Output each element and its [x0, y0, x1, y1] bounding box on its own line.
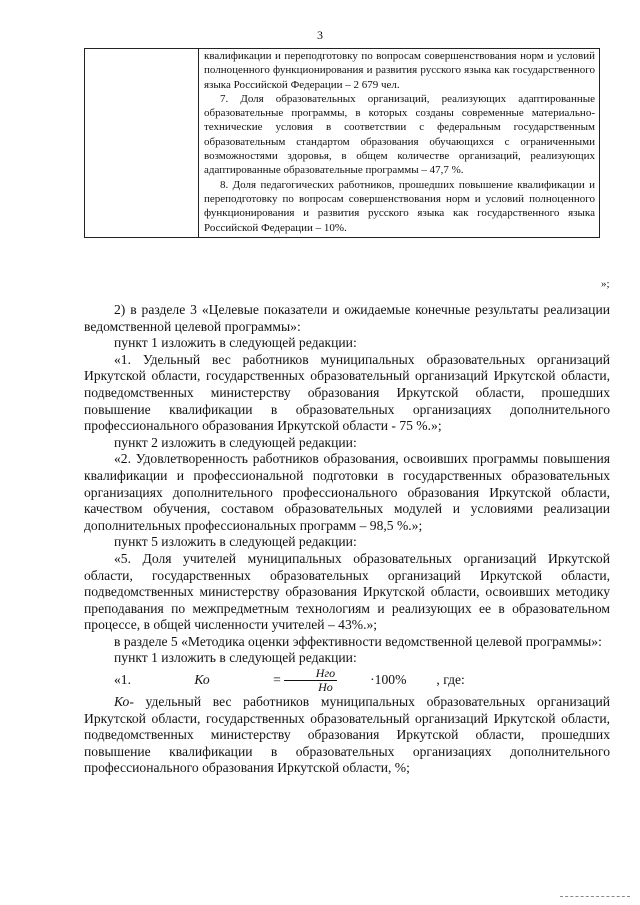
section3-point5-heading: пункт 5 изложить в следующей редакции:	[114, 534, 357, 550]
table-item-7: 7. Доля образовательных организаций, реализующих адаптированные образовательные программы, в которых созданы современные материально-технические условия в соответствии с федеральным государственным образовательным стандартом образования обучающихся с ограниченными возможностями здоровья, в общем количестве организаций, реализующих адаптированные образовательные программы – 47,7 %.	[204, 92, 595, 177]
section5-point1-heading: пункт 1 изложить в следующей редакции:	[114, 650, 357, 666]
definition-symbol: Ко	[114, 694, 130, 710]
definition-text: удельный вес работников муниципальных образовательных организаций Иркутской области, государственных образовательный организаций Иркутской области, подведомственных министерству образования Иркутской области, прошедших повышение квалификации в образовательных организациях дополнительного профессионального образования Иркутской области, %;	[84, 694, 610, 776]
section3-intro: 2) в разделе 3 «Целевые показатели и ожидаемые конечные результаты реализации ведомственной целевой программы»:	[84, 302, 610, 334]
formula-tail: , где:	[436, 672, 465, 688]
table-right-cell	[199, 49, 600, 238]
formula-numerator: Нго	[284, 667, 337, 681]
section5-intro: в разделе 5 «Методика оценки эффективности ведомственной целевой программы»:	[114, 633, 602, 649]
efficiency-formula	[84, 667, 610, 694]
formula-equals: =	[273, 672, 281, 688]
table-left-cell	[85, 49, 199, 238]
definition-dash: -	[129, 694, 134, 710]
formula-lhs: Ко	[194, 672, 210, 688]
section3-point1-heading: пункт 1 изложить в следующей редакции:	[114, 335, 357, 351]
section3-point1-text: «1. Удельный вес работников муниципальных образовательных организаций Иркутской области, государственных образовательный организаций Иркутской области, подведомственных министерству образования Иркутской области, прошедших повышение квалификации в образовательных организациях дополнительного профессионального образования Иркутской области - 75 %.»;	[84, 351, 610, 434]
footer-rule	[560, 896, 630, 897]
formula-fraction	[284, 667, 337, 694]
formula-prefix: «1.	[114, 672, 131, 688]
formula-equation	[164, 667, 406, 694]
page-number: 3	[317, 28, 323, 42]
table-item-6-tail: квалификации и переподготовку по вопросам совершенствования норм и условий полноценного функционирования и развития русского языка как государственного языка Российской Федерации – 2 679 чел.	[204, 50, 595, 91]
section3-point5-text: «5. Доля учителей муниципальных образовательных организаций Иркутской области, государственных образовательных организаций Иркутской области, подведомственных министерству образования Иркутской области, освоивших методику преподавания по межпредметным технологиям и реализующих ее в образовательном процессе, в общей численности учителей – 43%.»;	[84, 550, 610, 633]
formula-multiplier: ·100%	[370, 672, 407, 688]
section5-definition	[84, 694, 610, 777]
document-body	[84, 302, 610, 777]
table-item-8: 8. Доля педагогических работников, прошедших повышение квалификации и переподготовку по вопросам совершенствования норм и условий полноценного функционирования и развития русского языка как государственного языка Российской Федерации – 10%.	[204, 178, 595, 234]
table-row	[85, 49, 600, 238]
section3-point2-heading: пункт 2 изложить в следующей редакции:	[114, 434, 357, 450]
indicators-table	[84, 48, 600, 238]
section3-point2-text: «2. Удовлетворенность работников образования, освоивших программы повышения квалификации и профессиональной подготовки в государственных образовательных организациях дополнительного профессионального образования Иркутской области, качеством обучения, составом образовательных модулей и условиями реализации дополнительных профессиональных программ – 98,5 %.»;	[84, 451, 610, 533]
table-closing-quote: »;	[601, 278, 610, 290]
formula-denominator: Но	[318, 680, 333, 695]
